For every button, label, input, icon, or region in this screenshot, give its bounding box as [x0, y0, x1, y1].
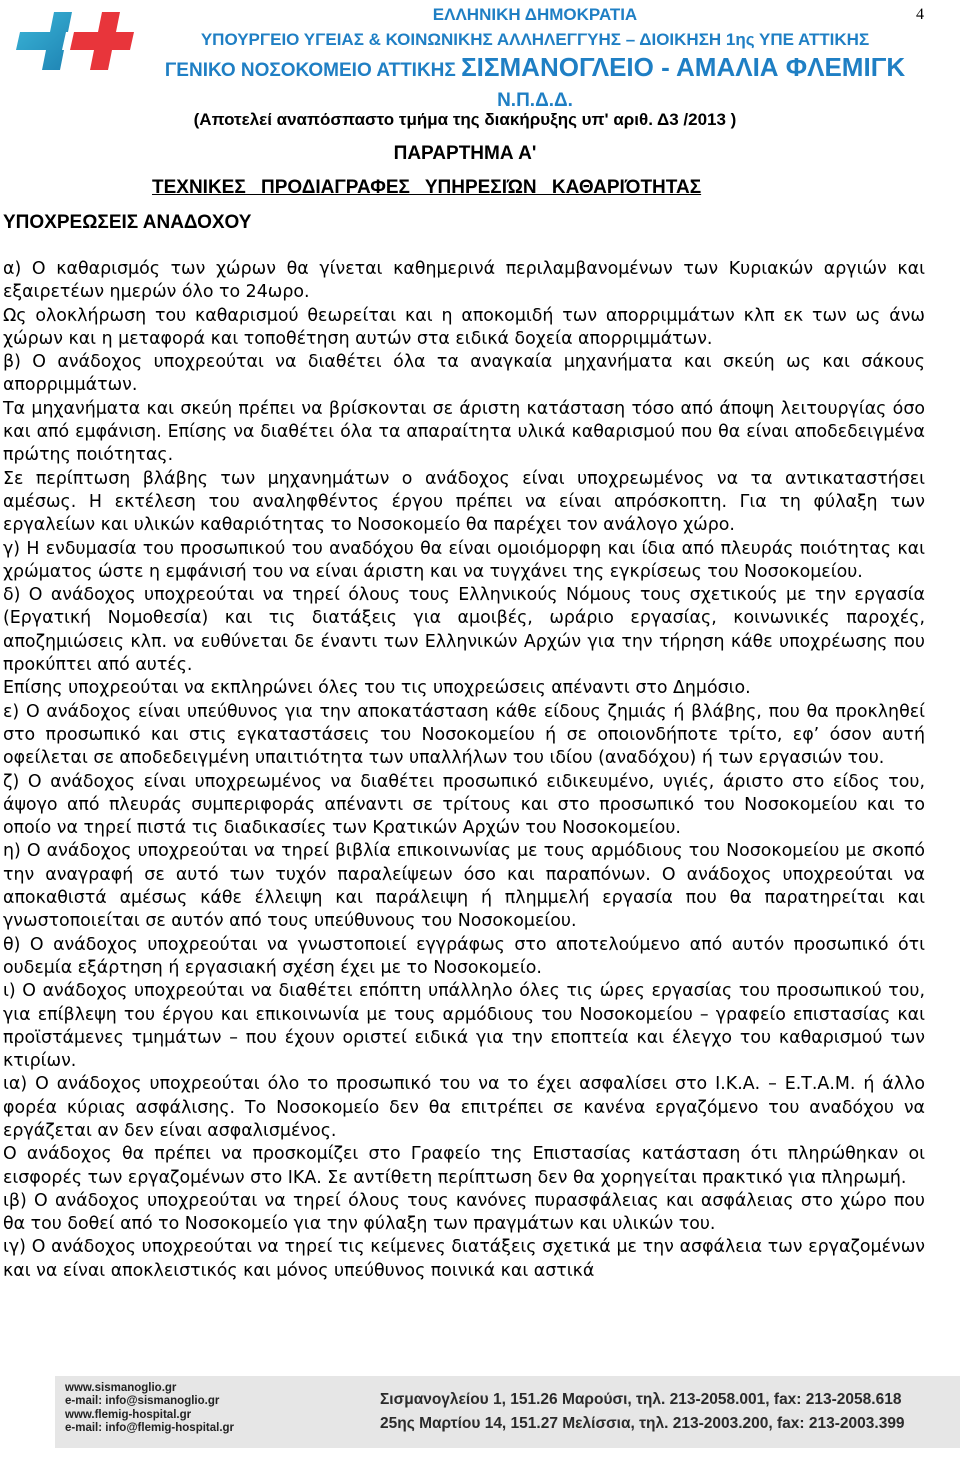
hospital-title-suffix: Ν.Π.Δ.Δ.: [497, 90, 573, 111]
paragraph: ιβ) Ο ανάδοχος υποχρεούται να τηρεί όλους τους κανόνες πυρασφάλειας και ασφάλειας στο χώρο που θα του δοθεί από το Νοσοκομείο για την φύλαξη των πραγμάτων και υλικών του.: [3, 1190, 925, 1235]
footer-address-2: 25ης Μαρτίου 14, 151.27 Μελίσσια, τηλ. 213-2003.200, fax: 213-2003.399: [380, 1415, 905, 1432]
letterhead-text: [150, 2, 920, 116]
paragraph: Τα μηχανήματα και σκεύη πρέπει να βρίσκονται σε άριστη κατάσταση τόσο από άποψη λειτουργίας όσο και από εμφάνιση. Επίσης να διαθέτει όλα τα απαραίτητα υλικά καθαρισμού που θα είναι αποδεδειγμένα πρώτης ποιότητας.: [3, 398, 925, 466]
letterhead: [0, 0, 960, 111]
paragraph: ια) Ο ανάδοχος υποχρεούται όλο το προσωπικό του να το έχει ασφαλίσει στο Ι.Κ.Α. – Ε.Τ.Α.Μ. ή άλλο φορέα κύριας ασφάλισης. Το Νοσοκομείο δεν θα επιτρέπει σε κανένα εργαζόμενο του αναδόχου να εργάζεται αν δεν είναι ασφαλισμένος.: [3, 1074, 925, 1141]
paragraph: γ) Η ενδυμασία του προσωπικού του αναδόχου θα είναι ομοιόμορφη και ίδια από πλευράς ποιότητας και χρώματος ώστε η εμφάνισή του να είναι άριστη και να τυγχάνει της εγκρίσεως του Νοσοκομείου.: [3, 538, 925, 582]
specs-title: ΤΕΧΝΙΚΕΣ ΠΡΟΔΙΑΓΡΑΦΕΣ ΥΠΗΡΕΣΙΏΝ ΚΑΘΑΡΙΌΤΗΤΑΣ: [152, 177, 702, 198]
paragraph: Επίσης υποχρεούται να εκπληρώνει όλες του τις υποχρεώσεις απέναντι στο Δημόσιο.: [3, 678, 751, 699]
document-body: [3, 258, 925, 1283]
paragraph: ιγ) Ο ανάδοχος υποχρεούται να τηρεί τις κείμενες διατάξεις σχετικά με την ασφάλεια των εργαζομένων και να είναι αποκλειστικός και μόνος υπεύθυνος ποινικά και αστικά: [3, 1237, 925, 1281]
paragraph: η) Ο ανάδοχος υποχρεούται να τηρεί βιβλία επικοινωνίας με τους αρμόδιους του Νοσοκομείου με σκοπό την αναγραφή σε αυτό των τυχόν παραλείψεων όσο και παραπόνων. Ο ανάδοχος υποχρεούται να αποκαθιστά αμέσως κάθε έλλειψη και παράλειψη ή πλημμελή εργασία που θα παρατηρείται και γνωστοποιείται σε αυτόν από τους υπεύθυνους του Νοσοκομείου.: [3, 841, 925, 932]
paragraph: α) Ο καθαρισμός των χώρων θα γίνεται καθημερινά περιλαμβανομένων των Κυριακών αργιών και εξαιρετέων ημερών όλο το 24ωρο.: [3, 259, 925, 303]
footer-contacts: [65, 1382, 234, 1435]
paragraph: ζ) Ο ανάδοχος είναι υποχρεωμένος να διαθέτει προσωπικό ειδικευμένο, υγιές, άριστο στο είδος του, άψογο από πλευράς συμπεριφοράς απέναντι σε τρίτους και στο προσωπικό του Νοσοκομείου και το οποίο να τηρεί πιστά τις διαδικασίες των Κρατικών Αρχών του Νοσοκομείου.: [3, 771, 925, 839]
footer-address-1: Σισμανογλείου 1, 151.26 Μαρούσι, τηλ. 213-2058.001, fax: 213-2058.618: [380, 1391, 902, 1408]
republic-title: ΕΛΛΗΝΙΚΗ ΔΗΜΟΚΡΑΤΙΑ: [432, 5, 638, 24]
hospital-title: [150, 52, 920, 116]
paragraph: ε) Ο ανάδοχος είναι υπεύθυνος για την αποκατάσταση κάθε είδους ζημιάς ή βλάβης, που θα προκληθεί στο προσωπικό και στις εγκαταστάσεις του Νοσοκομείου ή σε οποιονδήποτε τρίτο, εφ’ όσον αυτή οφείλεται σε αποδεδειγμένη υπαιτιότητα των υπαλλήλων του ιδίου (αναδόχου) ή των εργασιών του.: [3, 701, 925, 769]
obligations-title: ΥΠΟΧΡΕΩΣΕΙΣ ΑΝΑΔΟΧΟΥ: [3, 212, 252, 233]
ministry-title: ΥΠΟΥΡΓΕΙΟ ΥΓΕΙΑΣ & ΚΟΙΝΩΝΙΚΗΣ ΑΛΛΗΛΕΓΓΥΗΣ – ΔΙΟΙΚΗΣΗ 1ης ΥΠΕ ΑΤΤΙΚΗΣ: [200, 30, 870, 49]
annex-title: ΠΑΡΑΡΤΗΜΑ Α': [393, 143, 537, 164]
footer-website-1[interactable]: www.sismanoglio.gr: [65, 1382, 177, 1394]
footer-website-2[interactable]: www.flemig-hospital.gr: [65, 1408, 192, 1421]
hospital-title-name: ΣΙΣΜΑΝΟΓΛΕΙΟ - ΑΜΑΛΙΑ ΦΛΕΜΙΓΚ: [461, 52, 906, 82]
paragraph: β) Ο ανάδοχος υποχρεούται να διαθέτει όλα τα αναγκαία μηχανήματα και σκεύη ως και σάκους απορριμμάτων.: [3, 352, 925, 396]
paragraph: δ) Ο ανάδοχος υποχρεούται να τηρεί όλους τους Ελληνικούς Νόμους τους σχετικούς με την εργασία (Εργατική Νομοθεσία) και τις διατάξεις για αμοιβές, ωράριο εργασίας, κοινωνικές παροχές, αποζημιώσεις κλπ. να ευθύνεται δε έναντι των Ελληνικών Αρχών για την τήρηση κάθε υποχρέωσης που προκύπτει από αυτές.: [3, 585, 925, 676]
paragraph: ι) Ο ανάδοχος υποχρεούται να διαθέτει επόπτη υπάλληλο όλες τις ώρες εργασίας του προσωπικού του, για επίβλεψη του έργου και επικοινωνία με τους αρμόδιους του Νοσοκομείου – γραφείο επιστασίας και προϊστάμενες τμημάτων – που έχουν οριστεί ειδικά για την εποπτεία και έλεγχο του καθαρισμού των κτιρίων.: [3, 981, 925, 1072]
footer-addresses: [380, 1388, 905, 1436]
paragraph: θ) Ο ανάδοχος υποχρεούται να γνωστοποιεί εγγράφως στο αποτελούμενο από αυτόν προσωπικό ότι ουδεμία εξάρτηση ή εργασιακή σχέση έχει με το Νοσοκομείο.: [3, 934, 925, 978]
hospital-cross-logo-icon: [10, 6, 138, 86]
page-number: 4: [916, 6, 924, 23]
hospital-title-prefix: ΓΕΝΙΚΟ ΝΟΣΟΚΟΜΕΙΟ ΑΤΤΙΚΗΣ: [164, 60, 456, 81]
paragraph: Ως ολοκλήρωση του καθαρισμού θεωρείται και η αποκομιδή των απορριμμάτων κλπ εκ των ως άνω χώρων και η μεταφορά και τοποθέτηση αυτών στα ειδικά δοχεία απορριμμάτων.: [3, 305, 925, 349]
footer-email-1[interactable]: e-mail: info@sismanoglio.gr: [65, 1395, 220, 1408]
paragraph: Ο ανάδοχος θα πρέπει να προσκομίζει στο Γραφείο της Επιστασίας κατάσταση ότι πληρώθηκαν οι εισφορές των εργαζομένων στο ΙΚΑ. Σε αντίθετη περίπτωση δεν θα χορηγείται πρακτικό για πληρωμή.: [3, 1144, 925, 1188]
paragraph: Σε περίπτωση βλάβης των μηχανημάτων ο ανάδοχος είναι υποχρεωμένος να τα αντικαταστήσει αμέσως. Η εκτέλεση του αναληφθέντος έργου πρέπει να είναι απρόσκοπτη. Για τη φύλαξη των εργαλείων και υλικών καθαριότητας το Νοσοκομείο θα παρέχει τον ανάλογο χώρο.: [3, 468, 925, 536]
document-note: (Αποτελεί αναπόσπαστο τμήμα της διακήρυξης υπ' αριθ. Δ3 /2013 ): [193, 110, 737, 129]
footer-email-2[interactable]: e-mail: info@flemig-hospital.gr: [65, 1421, 235, 1434]
